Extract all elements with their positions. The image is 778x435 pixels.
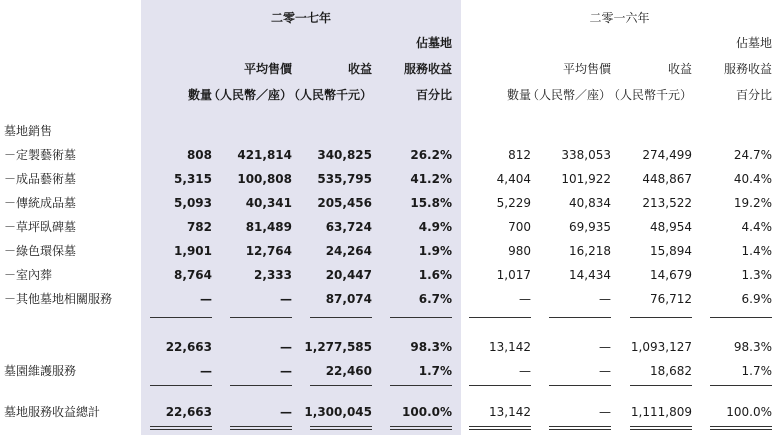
cell-y2017-qty: —: [200, 292, 212, 306]
header-y2017-avg-line2: 平均售價: [243, 62, 292, 76]
cell-y2016-qty: 13,142: [489, 340, 531, 354]
cell-y2017-rev: 20,447: [325, 268, 372, 282]
cell-y2017-pct: 15.8%: [410, 196, 452, 210]
cell-y2017-rev: 87,074: [325, 292, 372, 306]
cell-y2017-qty: 5,315: [174, 172, 212, 186]
cell-y2016-qty: 13,142: [489, 405, 531, 419]
double-rule-below-total: [469, 426, 531, 430]
cell-y2016-avg: —: [599, 364, 611, 378]
cell-y2016-rev: 448,867: [642, 172, 692, 186]
cell-y2016-pct: 1.4%: [741, 244, 772, 258]
cell-y2017-avg: —: [280, 405, 292, 419]
cell-y2016-avg: —: [599, 292, 611, 306]
cell-y2017-rev: 340,825: [317, 148, 372, 162]
cell-y2016-qty: —: [519, 292, 531, 306]
cell-y2016-pct: 40.4%: [733, 172, 772, 186]
double-rule-below-total: [230, 426, 292, 430]
cell-y2016-rev: 1,093,127: [630, 340, 692, 354]
cell-y2016-rev: 48,954: [650, 220, 692, 234]
header-y2016-rev-line3: （人民幣千元）: [607, 88, 692, 102]
header-y2017-avg-line3: （人民幣／座）: [207, 88, 292, 102]
cell-y2016-avg: 14,434: [569, 268, 611, 282]
cell-y2017-avg: 421,814: [237, 148, 292, 162]
cell-y2017-pct: 98.3%: [410, 340, 452, 354]
header-y2017-pct-line1: 佔墓地: [415, 36, 452, 50]
cell-y2016-pct: 24.7%: [733, 148, 772, 162]
row-label: －其他墓地相關服務: [4, 292, 113, 306]
row-label: －傳統成品墓: [4, 196, 77, 210]
cell-y2016-qty: —: [519, 364, 531, 378]
rule-above-total: [390, 385, 452, 386]
double-rule-below-total: [630, 426, 692, 430]
header-y2017-pct-line3: 百分比: [415, 88, 452, 102]
rule-above-total: [150, 385, 212, 386]
cell-y2016-pct: 1.3%: [741, 268, 772, 282]
double-rule-below-total: [150, 426, 212, 430]
cell-y2016-avg: 338,053: [561, 148, 611, 162]
maintenance-label: 墓園維護服務: [4, 364, 77, 378]
rule-above-total: [230, 385, 292, 386]
cell-y2017-rev: 22,460: [325, 364, 372, 378]
header-y2016-qty-line3: 數量: [506, 88, 531, 102]
header-y2017-pct-line2: 服務收益: [403, 62, 452, 76]
period-title-2016: 二零一六年: [589, 11, 650, 25]
cell-y2016-avg: —: [599, 340, 611, 354]
cell-y2017-pct: 1.7%: [418, 364, 452, 378]
cell-y2016-rev: 15,894: [650, 244, 692, 258]
header-y2016-pct-line1: 佔墓地: [735, 36, 772, 50]
header-y2016-pct-line2: 服務收益: [723, 62, 772, 76]
rule-above-subtotal: [230, 317, 292, 318]
cell-y2017-qty: —: [200, 364, 212, 378]
cell-y2017-pct: 4.9%: [418, 220, 452, 234]
header-y2017-rev-line2: 收益: [347, 62, 372, 76]
cell-y2017-qty: 782: [186, 220, 212, 234]
cell-y2017-rev: 535,795: [317, 172, 372, 186]
rule-above-total: [310, 385, 372, 386]
cell-y2016-qty: 812: [508, 148, 531, 162]
cell-y2017-qty: 8,764: [174, 268, 212, 282]
rule-above-subtotal: [390, 317, 452, 318]
cell-y2016-rev: 18,682: [650, 364, 692, 378]
cell-y2017-qty: 1,901: [174, 244, 212, 258]
rule-above-total: [630, 385, 692, 386]
cell-y2016-pct: 100.0%: [726, 405, 772, 419]
cell-y2016-qty: 4,404: [496, 172, 531, 186]
cell-y2016-rev: 274,499: [642, 148, 692, 162]
total-label: 墓地服務收益總計: [4, 405, 101, 419]
header-y2017-qty-line3: 數量: [187, 88, 212, 102]
rule-above-total: [469, 385, 531, 386]
cell-y2017-rev: 205,456: [317, 196, 372, 210]
cell-y2016-rev: 1,111,809: [630, 405, 692, 419]
cell-y2017-pct: 100.0%: [402, 405, 452, 419]
cell-y2017-rev: 24,264: [325, 244, 372, 258]
cell-y2017-qty: 5,093: [174, 196, 212, 210]
cell-y2017-avg: 12,764: [245, 244, 292, 258]
cell-y2016-qty: 980: [508, 244, 531, 258]
row-label: －室內葬: [4, 268, 53, 282]
cell-y2017-avg: 40,341: [245, 196, 292, 210]
cell-y2017-pct: 1.9%: [418, 244, 452, 258]
period-title-2017: 二零一七年: [270, 11, 331, 25]
header-y2017-rev-line3: （人民幣千元）: [287, 88, 372, 102]
row-label: －定製藝術墓: [4, 148, 77, 162]
header-y2016-rev-line2: 收益: [667, 62, 692, 76]
cell-y2016-pct: 98.3%: [733, 340, 772, 354]
cell-y2016-qty: 5,229: [496, 196, 531, 210]
cell-y2016-avg: 16,218: [569, 244, 611, 258]
cell-y2017-qty: 22,663: [165, 405, 212, 419]
rule-above-subtotal: [310, 317, 372, 318]
cell-y2017-avg: 100,808: [237, 172, 292, 186]
section-label-cemetery-sales: 墓地銷售: [4, 124, 53, 138]
rule-above-total: [710, 385, 772, 386]
cell-y2017-pct: 1.6%: [418, 268, 452, 282]
row-label: －成品藝術墓: [4, 172, 77, 186]
cell-y2017-avg: —: [280, 340, 292, 354]
cell-y2016-avg: 69,935: [569, 220, 611, 234]
cell-y2017-rev: 1,300,045: [304, 405, 372, 419]
row-label: －綠色環保墓: [4, 244, 77, 258]
cell-y2017-avg: —: [280, 292, 292, 306]
cell-y2016-rev: 76,712: [650, 292, 692, 306]
double-rule-below-total: [310, 426, 372, 430]
cell-y2017-pct: 26.2%: [410, 148, 452, 162]
cell-y2016-rev: 213,522: [642, 196, 692, 210]
double-rule-below-total: [710, 426, 772, 430]
cell-y2017-avg: —: [280, 364, 292, 378]
double-rule-below-total: [390, 426, 452, 430]
cell-y2017-qty: 22,663: [165, 340, 212, 354]
cell-y2017-rev: 63,724: [325, 220, 372, 234]
double-rule-below-total: [549, 426, 611, 430]
rule-above-subtotal: [549, 317, 611, 318]
cell-y2017-pct: 41.2%: [410, 172, 452, 186]
cell-y2016-pct: 19.2%: [733, 196, 772, 210]
cell-y2016-qty: 1,017: [496, 268, 531, 282]
rule-above-total: [549, 385, 611, 386]
cell-y2016-avg: 40,834: [569, 196, 611, 210]
cell-y2017-rev: 1,277,585: [304, 340, 372, 354]
cell-y2017-pct: 6.7%: [418, 292, 452, 306]
cell-y2016-pct: 6.9%: [741, 292, 772, 306]
cell-y2016-avg: —: [599, 405, 611, 419]
rule-above-subtotal: [710, 317, 772, 318]
cell-y2016-pct: 1.7%: [741, 364, 772, 378]
rule-above-subtotal: [469, 317, 531, 318]
header-y2016-avg-line3: （人民幣／座）: [526, 88, 611, 102]
cell-y2017-qty: 808: [186, 148, 212, 162]
cell-y2016-pct: 4.4%: [741, 220, 772, 234]
cell-y2016-avg: 101,922: [561, 172, 611, 186]
rule-above-subtotal: [150, 317, 212, 318]
cell-y2016-rev: 14,679: [650, 268, 692, 282]
rule-above-subtotal: [630, 317, 692, 318]
cell-y2017-avg: 81,489: [245, 220, 292, 234]
header-y2016-pct-line3: 百分比: [735, 88, 772, 102]
header-y2016-avg-line2: 平均售價: [562, 62, 611, 76]
cell-y2017-avg: 2,333: [254, 268, 292, 282]
row-label: －草坪臥碑墓: [4, 220, 77, 234]
cell-y2016-qty: 700: [508, 220, 531, 234]
